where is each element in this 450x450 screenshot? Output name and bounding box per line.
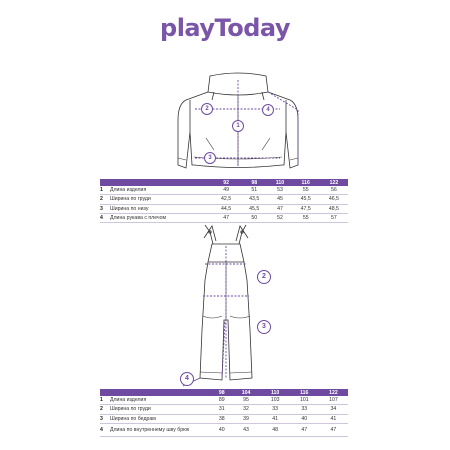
table-row: 2 Ширина по груди 31 32 33 33 34	[100, 405, 348, 414]
size-col: 92	[212, 179, 240, 186]
size-col: 98	[240, 179, 268, 186]
table-row: 4 Длина по внутреннему шву брюк 40 43 48 47 47	[100, 423, 348, 436]
overalls-measure-lines	[183, 246, 249, 386]
table-row: 1 Длина изделия 49 51 53 55 56	[100, 186, 348, 195]
size-col: 104	[231, 389, 260, 396]
jacket-marker-2: 2	[201, 103, 213, 115]
jacket-marker-3: 3	[204, 152, 216, 164]
jacket-size-table	[100, 179, 348, 223]
table-row: 4 Длина рукава с плечом 47 50 52 55 57	[100, 213, 348, 222]
table-header	[100, 389, 348, 396]
brand-logo: playToday	[160, 14, 290, 42]
overalls-size-table	[100, 389, 348, 437]
table-row: 3 Ширина по бедрам 38 39 41 40 41	[100, 414, 348, 423]
size-col: 122	[319, 389, 348, 396]
jacket-marker-4: 4	[262, 104, 274, 116]
size-col: 116	[290, 389, 319, 396]
table-row: 2 Ширина по груди 42,5 43,5 45 45,5 46,5	[100, 195, 348, 204]
size-col: 110	[268, 179, 291, 186]
size-col: 116	[292, 179, 320, 186]
overalls-marker-1: 2	[257, 270, 271, 284]
table-row: 3 Ширина по низу 44,5 45,5 47 47,5 48,5	[100, 204, 348, 213]
size-col: 122	[320, 179, 348, 186]
table-header	[100, 179, 348, 186]
size-col: 98	[212, 389, 231, 396]
table-row: 1 Длина изделия 89 95 103 101 107	[100, 396, 348, 405]
jacket-marker-1: 1	[232, 120, 244, 132]
size-col: 110	[261, 389, 290, 396]
overalls-marker-3: 4	[180, 372, 194, 386]
overalls-marker-2: 3	[257, 320, 271, 334]
